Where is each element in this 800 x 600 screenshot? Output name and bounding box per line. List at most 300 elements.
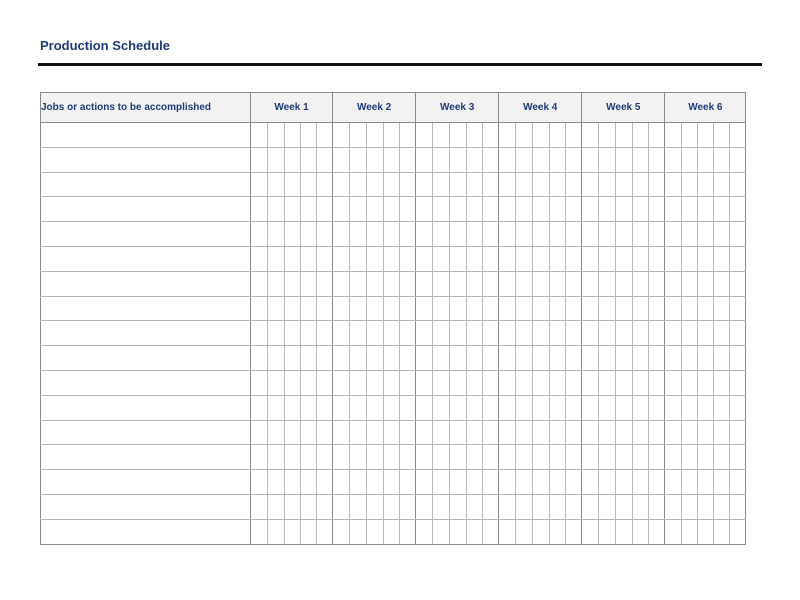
day-cell[interactable] [400,346,416,371]
day-cell[interactable] [698,271,714,296]
day-cell[interactable] [416,172,433,197]
day-cell[interactable] [516,470,533,495]
day-cell[interactable] [317,172,333,197]
day-cell[interactable] [730,296,746,321]
day-cell[interactable] [400,197,416,222]
day-cell[interactable] [714,395,730,420]
day-cell[interactable] [599,246,616,271]
day-cell[interactable] [499,147,516,172]
day-cell[interactable] [301,321,317,346]
day-cell[interactable] [566,296,582,321]
day-cell[interactable] [367,395,384,420]
day-cell[interactable] [533,123,550,148]
day-cell[interactable] [317,246,333,271]
day-cell[interactable] [550,246,566,271]
day-cell[interactable] [333,123,350,148]
day-cell[interactable] [268,494,285,519]
day-cell[interactable] [566,494,582,519]
day-cell[interactable] [333,370,350,395]
day-cell[interactable] [416,420,433,445]
day-cell[interactable] [633,519,649,544]
day-cell[interactable] [333,494,350,519]
day-cell[interactable] [384,172,400,197]
day-cell[interactable] [698,470,714,495]
day-cell[interactable] [698,123,714,148]
day-cell[interactable] [317,420,333,445]
day-cell[interactable] [483,370,499,395]
day-cell[interactable] [649,370,665,395]
job-cell[interactable] [41,246,251,271]
day-cell[interactable] [384,271,400,296]
day-cell[interactable] [582,197,599,222]
day-cell[interactable] [682,445,698,470]
day-cell[interactable] [367,519,384,544]
day-cell[interactable] [633,445,649,470]
day-cell[interactable] [251,321,268,346]
day-cell[interactable] [285,197,301,222]
day-cell[interactable] [384,296,400,321]
day-cell[interactable] [285,494,301,519]
day-cell[interactable] [416,519,433,544]
day-cell[interactable] [599,445,616,470]
day-cell[interactable] [616,147,633,172]
day-cell[interactable] [416,470,433,495]
day-cell[interactable] [566,172,582,197]
day-cell[interactable] [384,470,400,495]
day-cell[interactable] [433,172,450,197]
day-cell[interactable] [516,296,533,321]
day-cell[interactable] [730,172,746,197]
day-cell[interactable] [467,346,483,371]
day-cell[interactable] [730,346,746,371]
day-cell[interactable] [714,494,730,519]
day-cell[interactable] [499,172,516,197]
day-cell[interactable] [367,222,384,247]
day-cell[interactable] [633,123,649,148]
day-cell[interactable] [714,321,730,346]
day-cell[interactable] [450,420,467,445]
day-cell[interactable] [350,197,367,222]
day-cell[interactable] [682,246,698,271]
day-cell[interactable] [301,370,317,395]
day-cell[interactable] [350,246,367,271]
day-cell[interactable] [582,346,599,371]
day-cell[interactable] [499,395,516,420]
day-cell[interactable] [285,271,301,296]
day-cell[interactable] [533,222,550,247]
day-cell[interactable] [400,222,416,247]
day-cell[interactable] [533,246,550,271]
day-cell[interactable] [433,147,450,172]
day-cell[interactable] [467,271,483,296]
day-cell[interactable] [400,296,416,321]
day-cell[interactable] [367,246,384,271]
day-cell[interactable] [467,321,483,346]
day-cell[interactable] [698,172,714,197]
day-cell[interactable] [714,197,730,222]
day-cell[interactable] [682,172,698,197]
day-cell[interactable] [665,494,682,519]
day-cell[interactable] [384,123,400,148]
day-cell[interactable] [633,197,649,222]
day-cell[interactable] [400,246,416,271]
day-cell[interactable] [367,470,384,495]
day-cell[interactable] [616,420,633,445]
day-cell[interactable] [714,370,730,395]
day-cell[interactable] [582,296,599,321]
day-cell[interactable] [367,172,384,197]
day-cell[interactable] [268,222,285,247]
day-cell[interactable] [616,222,633,247]
day-cell[interactable] [730,197,746,222]
day-cell[interactable] [698,445,714,470]
day-cell[interactable] [251,420,268,445]
day-cell[interactable] [649,445,665,470]
day-cell[interactable] [301,420,317,445]
day-cell[interactable] [682,346,698,371]
day-cell[interactable] [499,445,516,470]
day-cell[interactable] [616,296,633,321]
day-cell[interactable] [516,147,533,172]
day-cell[interactable] [516,370,533,395]
day-cell[interactable] [483,519,499,544]
day-cell[interactable] [317,445,333,470]
day-cell[interactable] [268,123,285,148]
day-cell[interactable] [665,420,682,445]
day-cell[interactable] [384,494,400,519]
job-cell[interactable] [41,222,251,247]
day-cell[interactable] [599,147,616,172]
day-cell[interactable] [333,147,350,172]
day-cell[interactable] [730,395,746,420]
day-cell[interactable] [533,420,550,445]
day-cell[interactable] [649,395,665,420]
day-cell[interactable] [582,222,599,247]
day-cell[interactable] [317,197,333,222]
day-cell[interactable] [251,346,268,371]
day-cell[interactable] [433,395,450,420]
day-cell[interactable] [582,395,599,420]
day-cell[interactable] [317,296,333,321]
day-cell[interactable] [384,346,400,371]
day-cell[interactable] [416,197,433,222]
day-cell[interactable] [367,197,384,222]
day-cell[interactable] [730,445,746,470]
day-cell[interactable] [483,346,499,371]
day-cell[interactable] [367,123,384,148]
day-cell[interactable] [730,321,746,346]
day-cell[interactable] [633,172,649,197]
day-cell[interactable] [367,420,384,445]
day-cell[interactable] [433,246,450,271]
day-cell[interactable] [285,346,301,371]
day-cell[interactable] [682,296,698,321]
day-cell[interactable] [599,321,616,346]
day-cell[interactable] [665,445,682,470]
day-cell[interactable] [682,494,698,519]
day-cell[interactable] [400,271,416,296]
day-cell[interactable] [317,395,333,420]
day-cell[interactable] [400,123,416,148]
day-cell[interactable] [730,271,746,296]
day-cell[interactable] [251,395,268,420]
day-cell[interactable] [499,494,516,519]
day-cell[interactable] [350,222,367,247]
day-cell[interactable] [533,172,550,197]
day-cell[interactable] [616,271,633,296]
day-cell[interactable] [698,395,714,420]
day-cell[interactable] [467,296,483,321]
day-cell[interactable] [285,296,301,321]
day-cell[interactable] [682,321,698,346]
day-cell[interactable] [301,346,317,371]
day-cell[interactable] [268,321,285,346]
day-cell[interactable] [350,271,367,296]
day-cell[interactable] [483,494,499,519]
day-cell[interactable] [649,296,665,321]
day-cell[interactable] [714,123,730,148]
day-cell[interactable] [582,271,599,296]
job-cell[interactable] [41,519,251,544]
day-cell[interactable] [533,197,550,222]
day-cell[interactable] [350,445,367,470]
day-cell[interactable] [682,519,698,544]
day-cell[interactable] [285,222,301,247]
day-cell[interactable] [251,123,268,148]
day-cell[interactable] [516,271,533,296]
day-cell[interactable] [301,246,317,271]
day-cell[interactable] [633,147,649,172]
day-cell[interactable] [616,123,633,148]
day-cell[interactable] [416,296,433,321]
day-cell[interactable] [533,346,550,371]
day-cell[interactable] [317,494,333,519]
day-cell[interactable] [285,470,301,495]
day-cell[interactable] [268,147,285,172]
day-cell[interactable] [317,271,333,296]
day-cell[interactable] [649,494,665,519]
day-cell[interactable] [516,197,533,222]
day-cell[interactable] [433,519,450,544]
job-cell[interactable] [41,494,251,519]
day-cell[interactable] [566,346,582,371]
day-cell[interactable] [450,197,467,222]
day-cell[interactable] [467,470,483,495]
day-cell[interactable] [566,370,582,395]
day-cell[interactable] [582,445,599,470]
day-cell[interactable] [582,420,599,445]
day-cell[interactable] [268,296,285,321]
day-cell[interactable] [333,395,350,420]
day-cell[interactable] [483,123,499,148]
day-cell[interactable] [665,346,682,371]
day-cell[interactable] [400,420,416,445]
day-cell[interactable] [633,296,649,321]
day-cell[interactable] [416,222,433,247]
day-cell[interactable] [499,470,516,495]
day-cell[interactable] [301,147,317,172]
day-cell[interactable] [499,346,516,371]
day-cell[interactable] [251,246,268,271]
day-cell[interactable] [714,445,730,470]
day-cell[interactable] [516,321,533,346]
day-cell[interactable] [633,346,649,371]
day-cell[interactable] [533,470,550,495]
day-cell[interactable] [616,346,633,371]
day-cell[interactable] [550,395,566,420]
day-cell[interactable] [467,445,483,470]
day-cell[interactable] [251,296,268,321]
day-cell[interactable] [730,519,746,544]
day-cell[interactable] [616,470,633,495]
day-cell[interactable] [730,420,746,445]
day-cell[interactable] [400,147,416,172]
day-cell[interactable] [582,494,599,519]
day-cell[interactable] [433,296,450,321]
day-cell[interactable] [416,370,433,395]
day-cell[interactable] [730,246,746,271]
day-cell[interactable] [633,470,649,495]
day-cell[interactable] [649,197,665,222]
day-cell[interactable] [682,147,698,172]
day-cell[interactable] [450,445,467,470]
day-cell[interactable] [268,370,285,395]
day-cell[interactable] [550,222,566,247]
day-cell[interactable] [416,321,433,346]
day-cell[interactable] [633,395,649,420]
day-cell[interactable] [268,420,285,445]
day-cell[interactable] [616,321,633,346]
day-cell[interactable] [285,246,301,271]
day-cell[interactable] [450,494,467,519]
day-cell[interactable] [384,147,400,172]
day-cell[interactable] [301,296,317,321]
day-cell[interactable] [649,519,665,544]
day-cell[interactable] [400,470,416,495]
day-cell[interactable] [301,271,317,296]
day-cell[interactable] [450,296,467,321]
day-cell[interactable] [268,271,285,296]
day-cell[interactable] [384,395,400,420]
day-cell[interactable] [665,271,682,296]
day-cell[interactable] [582,246,599,271]
day-cell[interactable] [251,197,268,222]
day-cell[interactable] [582,470,599,495]
day-cell[interactable] [665,123,682,148]
day-cell[interactable] [333,271,350,296]
day-cell[interactable] [483,222,499,247]
day-cell[interactable] [550,123,566,148]
day-cell[interactable] [516,519,533,544]
day-cell[interactable] [450,346,467,371]
day-cell[interactable] [450,222,467,247]
day-cell[interactable] [317,321,333,346]
day-cell[interactable] [533,370,550,395]
day-cell[interactable] [516,395,533,420]
day-cell[interactable] [649,172,665,197]
job-cell[interactable] [41,321,251,346]
day-cell[interactable] [599,346,616,371]
day-cell[interactable] [317,519,333,544]
day-cell[interactable] [633,246,649,271]
day-cell[interactable] [400,519,416,544]
day-cell[interactable] [433,123,450,148]
day-cell[interactable] [633,420,649,445]
day-cell[interactable] [649,346,665,371]
day-cell[interactable] [433,470,450,495]
day-cell[interactable] [566,147,582,172]
day-cell[interactable] [483,246,499,271]
day-cell[interactable] [665,395,682,420]
day-cell[interactable] [599,370,616,395]
day-cell[interactable] [698,321,714,346]
day-cell[interactable] [566,420,582,445]
job-cell[interactable] [41,271,251,296]
day-cell[interactable] [367,370,384,395]
day-cell[interactable] [533,321,550,346]
day-cell[interactable] [714,246,730,271]
day-cell[interactable] [599,519,616,544]
day-cell[interactable] [665,197,682,222]
day-cell[interactable] [516,445,533,470]
day-cell[interactable] [450,395,467,420]
day-cell[interactable] [730,222,746,247]
day-cell[interactable] [599,470,616,495]
day-cell[interactable] [730,147,746,172]
day-cell[interactable] [384,445,400,470]
day-cell[interactable] [251,271,268,296]
day-cell[interactable] [533,147,550,172]
day-cell[interactable] [301,222,317,247]
day-cell[interactable] [333,445,350,470]
day-cell[interactable] [550,296,566,321]
day-cell[interactable] [599,197,616,222]
day-cell[interactable] [533,445,550,470]
day-cell[interactable] [317,370,333,395]
day-cell[interactable] [350,123,367,148]
day-cell[interactable] [566,395,582,420]
day-cell[interactable] [433,321,450,346]
day-cell[interactable] [698,197,714,222]
day-cell[interactable] [730,370,746,395]
day-cell[interactable] [285,370,301,395]
day-cell[interactable] [251,494,268,519]
day-cell[interactable] [533,296,550,321]
day-cell[interactable] [467,172,483,197]
day-cell[interactable] [599,395,616,420]
day-cell[interactable] [416,395,433,420]
day-cell[interactable] [533,519,550,544]
day-cell[interactable] [384,420,400,445]
day-cell[interactable] [533,395,550,420]
day-cell[interactable] [350,395,367,420]
day-cell[interactable] [301,123,317,148]
day-cell[interactable] [384,222,400,247]
day-cell[interactable] [450,271,467,296]
day-cell[interactable] [698,420,714,445]
day-cell[interactable] [317,470,333,495]
day-cell[interactable] [285,420,301,445]
day-cell[interactable] [467,123,483,148]
day-cell[interactable] [714,296,730,321]
day-cell[interactable] [301,494,317,519]
day-cell[interactable] [499,321,516,346]
day-cell[interactable] [550,147,566,172]
job-cell[interactable] [41,470,251,495]
day-cell[interactable] [268,395,285,420]
day-cell[interactable] [616,445,633,470]
day-cell[interactable] [550,172,566,197]
